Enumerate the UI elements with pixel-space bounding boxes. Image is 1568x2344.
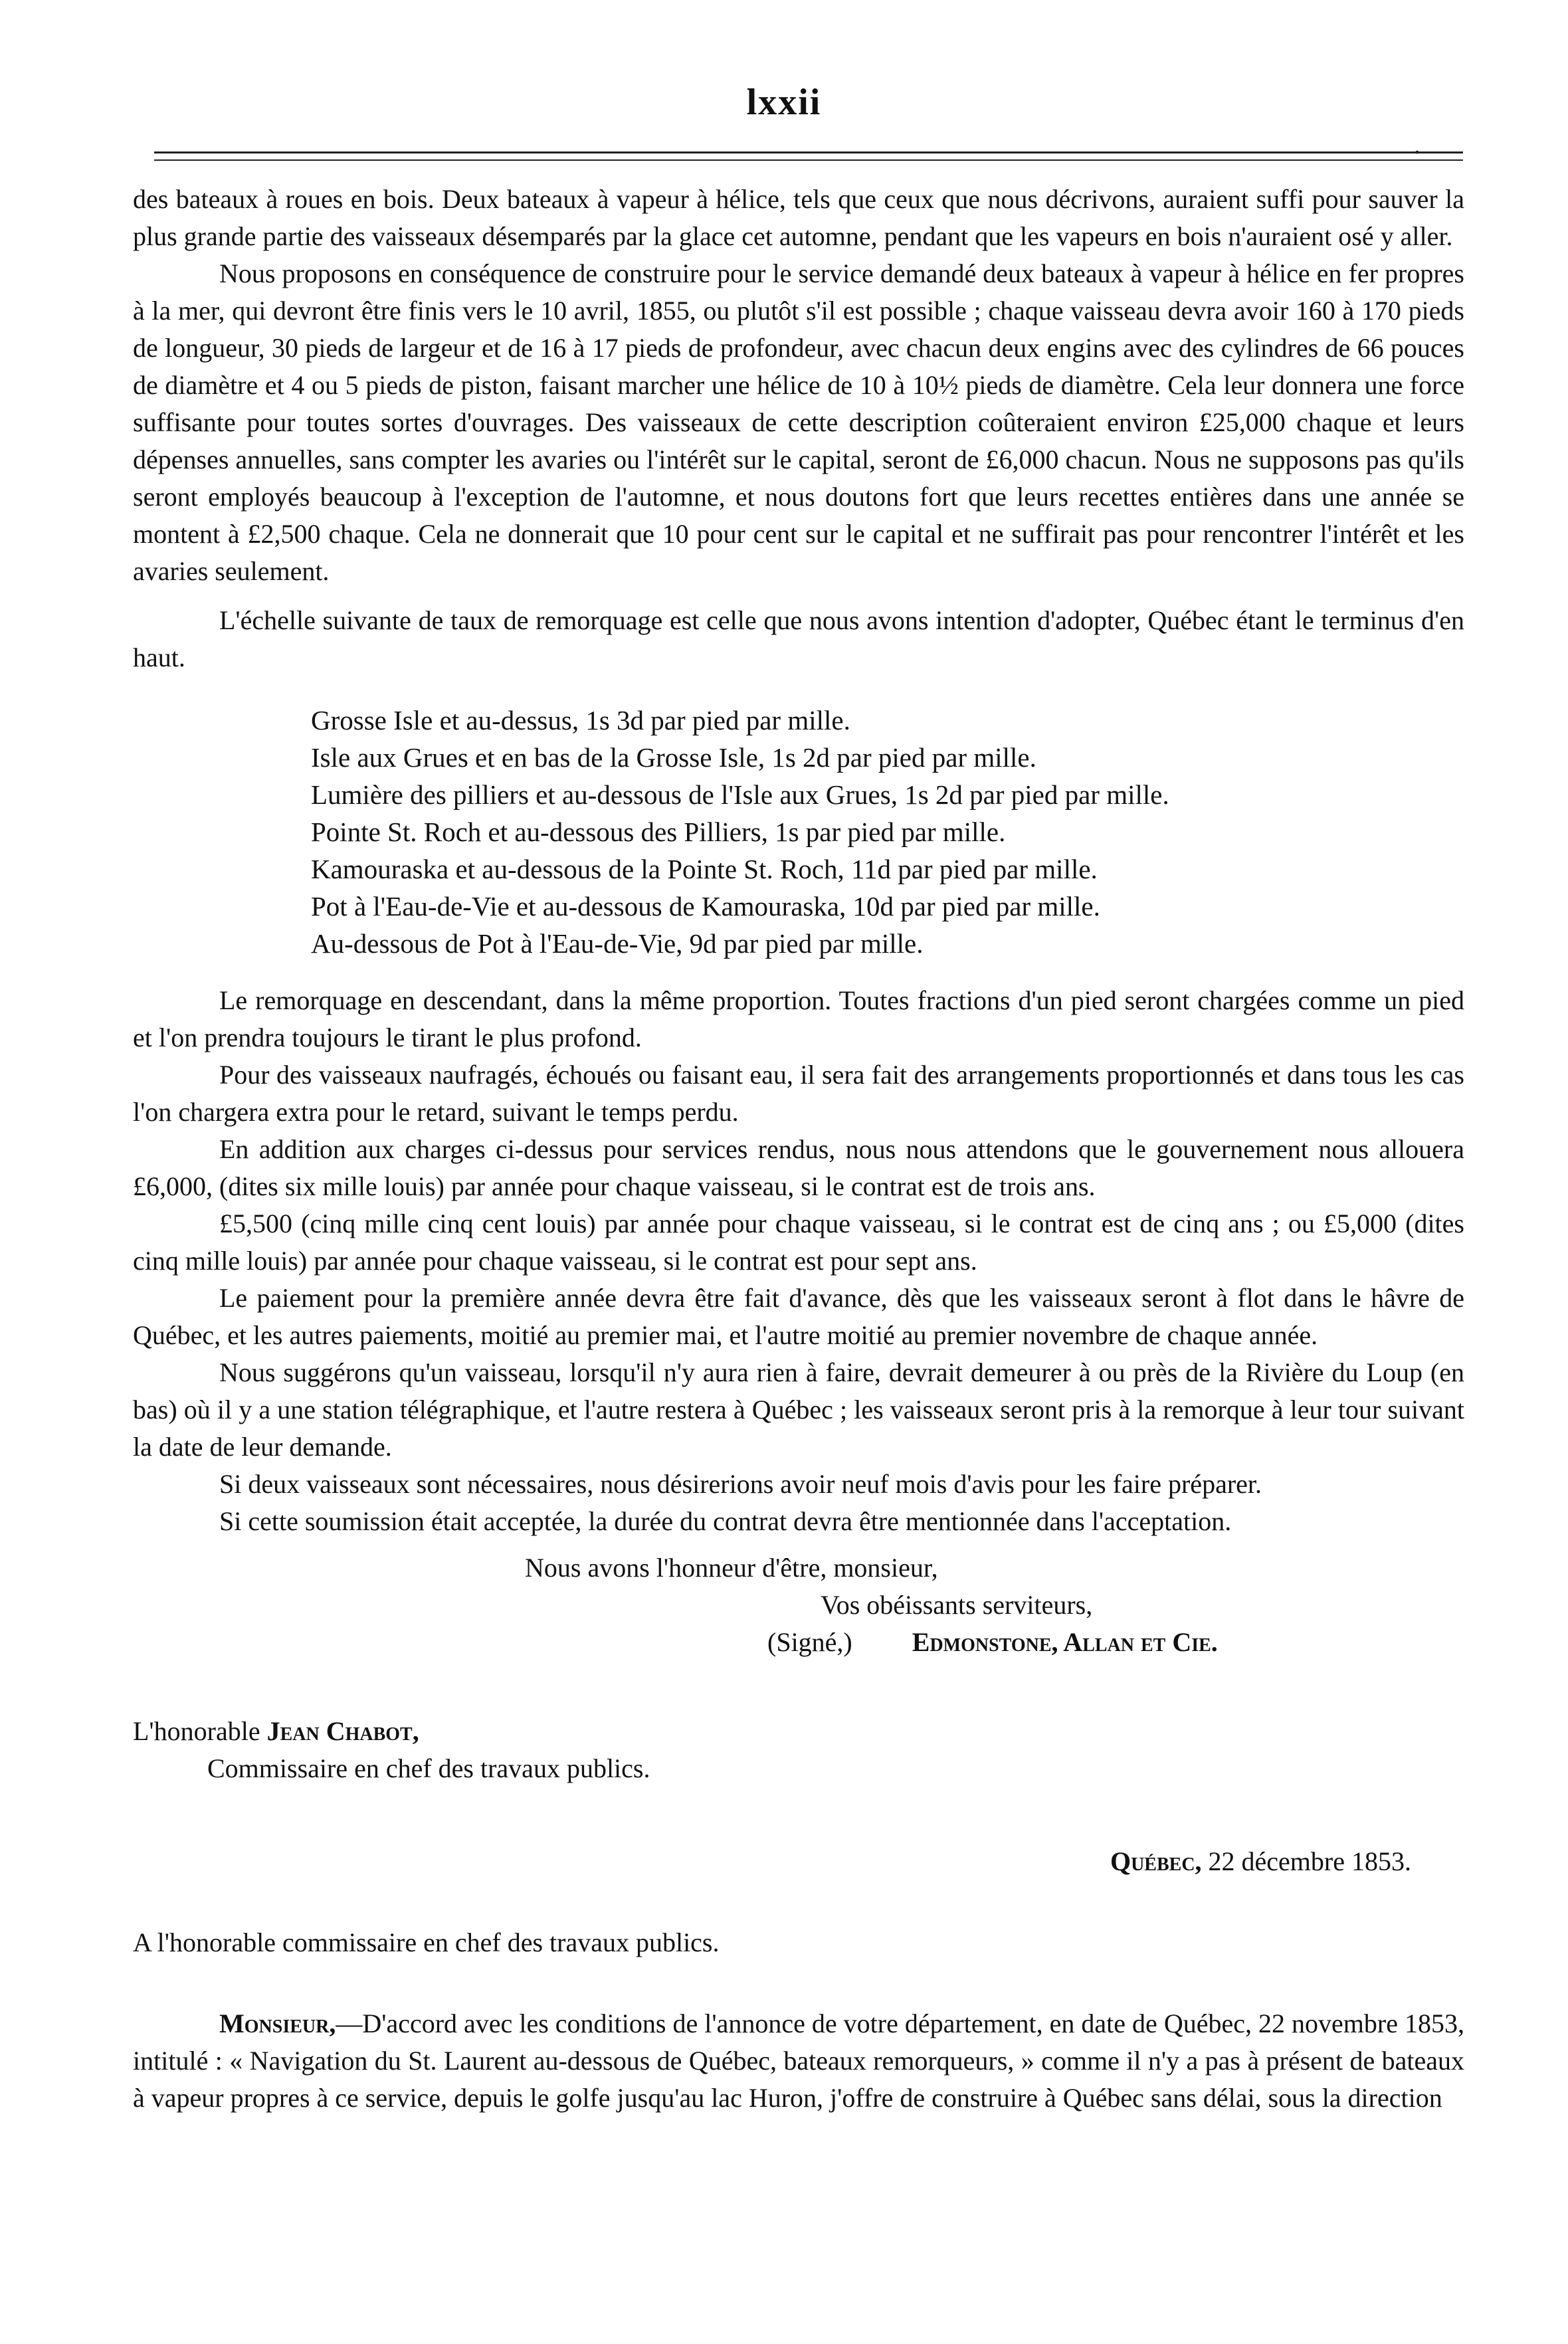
rate-line: Kamouraska et au-dessous de la Pointe St. Roch, 11d par pied par mille.: [311, 854, 1098, 884]
signature-line: [133, 1624, 1464, 1661]
header-rule: [154, 151, 1463, 153]
page-number: lxxii: [746, 82, 822, 123]
paragraph: En addition aux charges ci-dessus pour services rendus, nous nous attendons que le gouvernement nous allouera £6,000, (dites six mille louis) par année pour chaque vaisseau, si le contrat est de trois ans.: [133, 1134, 1464, 1201]
stray-mark: .: [1414, 130, 1421, 159]
dateline-place: Québec,: [1110, 1846, 1202, 1876]
salutation: Monsieur,: [219, 2008, 336, 2038]
rate-line: Grosse Isle et au-dessus, 1s 3d par pied par mille.: [311, 705, 850, 735]
rate-line: Lumière des pilliers et au-dessous de l'Isle aux Grues, 1s 2d par pied par mille.: [311, 779, 1169, 810]
towing-rates-list: [311, 702, 1464, 962]
paragraph: Le remorquage en descendant, dans la même proportion. Toutes fractions d'un pied seront chargées comme un pied et l'on prendra toujours le tirant le plus profond.: [133, 985, 1464, 1052]
signed-label: (Signé,): [767, 1627, 852, 1657]
paragraph: L'échelle suivante de taux de remorquage est celle que nous avons intention d'adopter, Québec étant le terminus d'en haut.: [133, 605, 1464, 672]
rate-line: Isle aux Grues et en bas de la Grosse Isle, 1s 2d par pied par mille.: [311, 742, 1036, 773]
header-rule-thin: [154, 159, 1463, 161]
paragraph: Nous suggérons qu'un vaisseau, lorsqu'il n'y aura rien à faire, devrait demeurer à ou près de la Rivière du Loup (en bas) où il y a une station télégraphique, et l'autre restera à Québec ; les vaisseaux seront pris à la remorque à leur tour suivant la date de leur demande.: [133, 1357, 1464, 1462]
signatory-name: Edmonstone, Allan et Cie.: [912, 1627, 1218, 1657]
paragraph: £5,500 (cinq mille cinq cent louis) par année pour chaque vaisseau, si le contrat est de cinq ans ; ou £5,000 (dites cinq mille louis) par année pour chaque vaisseau, si le contrat est pour sept ans.: [133, 1209, 1464, 1276]
letter-closing: [133, 1549, 1464, 1661]
paragraph: Nous proposons en conséquence de construire pour le service demandé deux bateaux à vapeur à hélice en fer propres à la mer, qui devront être finis vers le 10 avril, 1855, ou plutôt s'il est possible ; chaque vaisseau devra avoir 160 à 170 pieds de longueur, 30 pieds de largeur et de 16 à 17 pieds de profondeur, avec chacun deux engins avec des cylindres de 66 pouces de diamètre et 4 ou 5 pieds de piston, faisant marcher une hélice de 10 à 10½ pieds de diamètre. Cela leur donnera une force suffisante pour toutes sortes d'ouvrages. Des vaisseaux de cette description coûteraient environ £25,000 chaque et leurs dépenses annuelles, sans compter les avaries ou l'intérêt sur le capital, seront de £6,000 chacun. Nous ne supposons pas qu'ils seront employés beaucoup à l'exception de l'automne, et nous doutons fort que leurs recettes entières dans une année se montent à £2,500 chaque. Cela ne donnerait que 10 pour cent sur le capital et ne suffirait pas pour rencontrer l'intérêt et les avaries seulement.: [133, 258, 1464, 586]
addressee-block: [133, 1713, 1464, 1787]
recipient-line: A l'honorable commissaire en chef des travaux publics.: [133, 1927, 720, 1957]
rate-line: Pointe St. Roch et au-dessous des Pilliers, 1s par pied par mille.: [311, 817, 1006, 847]
closing-line: Vos obéissants serviteurs,: [821, 1590, 1093, 1620]
addressee-name: Jean Chabot,: [266, 1716, 419, 1746]
addressee-line: [133, 1713, 1464, 1750]
paragraph: Pour des vaisseaux naufragés, échoués ou faisant eau, il sera fait des arrangements proportionnés et dans tous les cas l'on chargera extra pour le retard, suivant le temps perdu.: [133, 1060, 1464, 1127]
addressee-title: Commissaire en chef des travaux publics.: [207, 1753, 650, 1783]
letter-opening: [133, 2005, 1464, 2117]
paragraph: des bateaux à roues en bois. Deux bateaux à vapeur à hélice, tels que ceux que nous décrivons, auraient suffi pour sauver la plus grande partie des vaisseaux désemparés par la glace cet automne, pendant que les vapeurs en bois n'auraient osé y aller.: [133, 184, 1464, 251]
closing-line: Nous avons l'honneur d'être, monsieur,: [525, 1553, 938, 1583]
document-body: [133, 181, 1464, 2117]
dateline-date: 22 décembre 1853.: [1201, 1846, 1411, 1876]
paragraph: Si deux vaisseaux sont nécessaires, nous désirerions avoir neuf mois d'avis pour les faire préparer.: [219, 1469, 1262, 1499]
paragraph: Si cette soumission était acceptée, la durée du contrat devra être mentionnée dans l'acceptation.: [219, 1506, 1232, 1536]
dateline: [133, 1843, 1464, 1880]
rate-line: Pot à l'Eau-de-Vie et au-dessous de Kamouraska, 10d par pied par mille.: [311, 891, 1100, 922]
addressee-prefix: L'honorable: [133, 1716, 267, 1746]
rate-line: Au-dessous de Pot à l'Eau-de-Vie, 9d par pied par mille.: [311, 928, 924, 959]
paragraph: Le paiement pour la première année devra être fait d'avance, dès que les vaisseaux seront à flot dans le hâvre de Québec, et les autres paiements, moitié au premier mai, et l'autre moitié au premier novembre de chaque année.: [133, 1283, 1464, 1350]
letter-text: —D'accord avec les conditions de l'annonce de votre département, en date de Québec, 22 novembre 1853, intitulé : « Navigation du St. Laurent au-dessous de Québec, bateaux remorqueurs, » comme il n'y a pas à présent de bateaux à vapeur propres à ce service, depuis le golfe jusqu'au lac Huron, j'offre de construire à Québec sans délai, sous la direction: [133, 2008, 1464, 2113]
